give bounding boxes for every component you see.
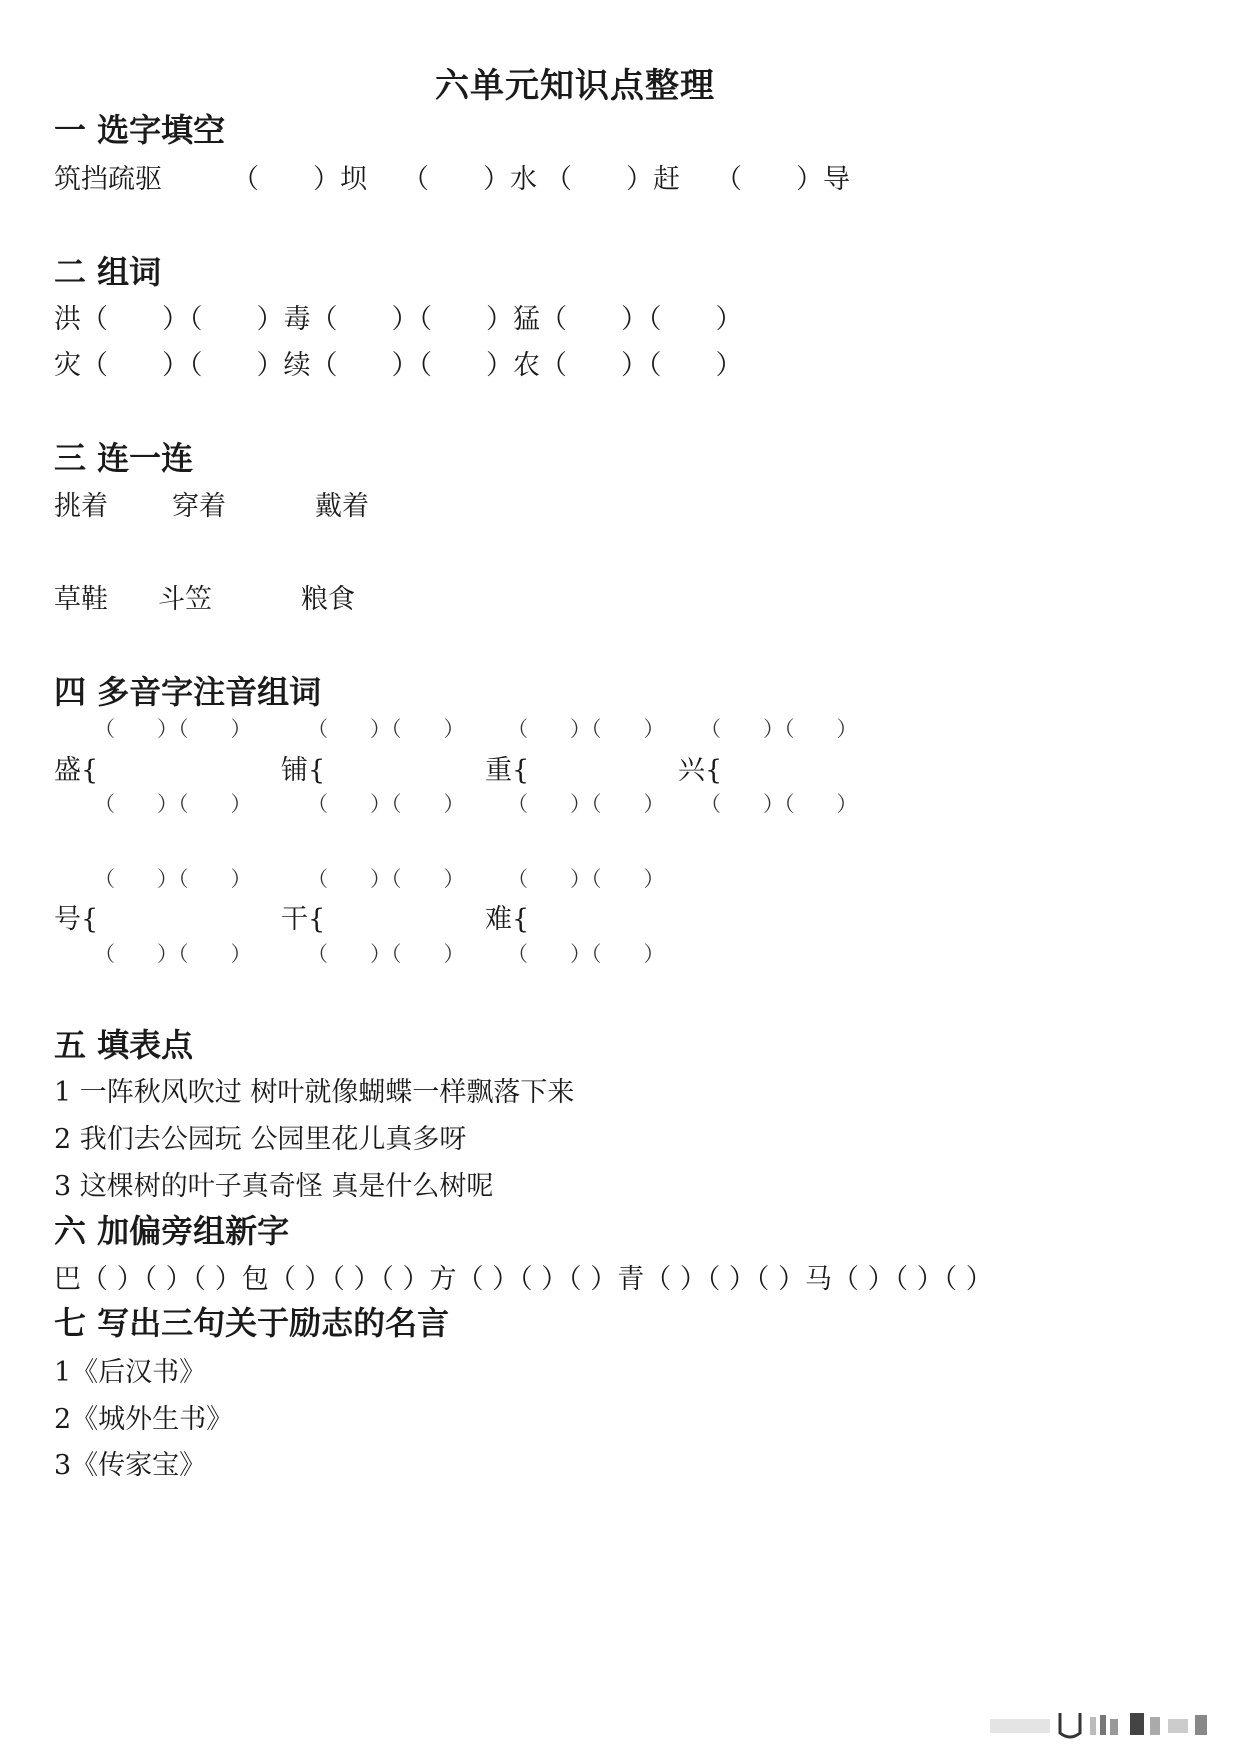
section-5-heading: 五 填表点	[54, 1026, 194, 1064]
section-3-heading: 三 连一连	[54, 439, 194, 477]
polyphone-char: 号{	[54, 904, 99, 935]
section-4-heading: 四 多音字注音组词	[54, 673, 322, 711]
pinyin-blank: （ ）（ ）	[700, 792, 858, 816]
polyphone-char: 重{	[485, 755, 530, 786]
section-2-heading: 二 组词	[54, 253, 162, 291]
polyphone-char: 干{	[281, 904, 326, 935]
pinyin-blank: （ ）（ ）	[307, 792, 465, 816]
polyphone-char: 盛{	[54, 755, 99, 786]
fill-blank-3: （ ）赶	[545, 164, 680, 195]
pinyin-blank: （ ）（ ）	[507, 942, 665, 966]
pinyin-blank: （ ）（ ）	[307, 717, 465, 741]
match-bottom-1: 草鞋	[54, 584, 108, 615]
word-bank: 筑挡疏驱	[54, 164, 162, 195]
section-7-heading: 七 写出三句关于励志的名言	[54, 1304, 450, 1342]
word-row-2: 灾（ ）（ ）续（ ）（ ）农（ ）（ ）	[54, 350, 743, 381]
punctuation-line-1: 1 一阵秋风吹过 树叶就像蝴蝶一样飘落下来	[54, 1077, 575, 1108]
fill-blank-1: （ ）坝	[232, 164, 367, 195]
section-6-heading: 六 加偏旁组新字	[54, 1212, 290, 1250]
pinyin-blank: （ ）（ ）	[94, 942, 252, 966]
pinyin-blank: （ ）（ ）	[507, 792, 665, 816]
match-top-2: 穿着	[172, 491, 226, 522]
watermark-icon	[990, 1707, 1220, 1743]
match-top-3: 戴着	[315, 491, 369, 522]
quote-line-1: 1《后汉书》	[54, 1357, 207, 1388]
pinyin-blank: （ ）（ ）	[94, 717, 252, 741]
polyphone-char: 铺{	[281, 755, 326, 786]
punctuation-line-2: 2 我们去公园玩 公园里花儿真多呀	[54, 1124, 467, 1155]
quote-line-3: 3《传家宝》	[54, 1450, 207, 1481]
match-bottom-3: 粮食	[301, 584, 355, 615]
pinyin-blank: （ ）（ ）	[307, 942, 465, 966]
match-bottom-2: 斗笠	[158, 584, 212, 615]
quote-line-2: 2《城外生书》	[54, 1404, 234, 1435]
pinyin-blank: （ ）（ ）	[94, 792, 252, 816]
fill-blank-2: （ ）水	[402, 164, 537, 195]
radical-row: 巴（ ）（ ）（ ）包（ ）（ ）（ ）方（ ）（ ）（ ）青（ ）（ ）（ ）马（ ）（ ）（ ）	[54, 1264, 993, 1295]
fill-blank-4: （ ）导	[715, 164, 850, 195]
punctuation-line-3: 3 这棵树的叶子真奇怪 真是什么树呢	[54, 1171, 494, 1202]
pinyin-blank: （ ）（ ）	[700, 717, 858, 741]
pinyin-blank: （ ）（ ）	[94, 867, 252, 891]
pinyin-blank: （ ）（ ）	[307, 867, 465, 891]
polyphone-char: 难{	[485, 904, 530, 935]
pinyin-blank: （ ）（ ）	[507, 717, 665, 741]
section-1-heading: 一 选字填空	[54, 111, 226, 149]
word-row-1: 洪（ ）（ ）毒（ ）（ ）猛（ ）（ ）	[54, 304, 743, 335]
match-top-1: 挑着	[54, 491, 108, 522]
polyphone-char: 兴{	[678, 755, 723, 786]
page-title: 六单元知识点整理	[435, 66, 715, 106]
pinyin-blank: （ ）（ ）	[507, 867, 665, 891]
